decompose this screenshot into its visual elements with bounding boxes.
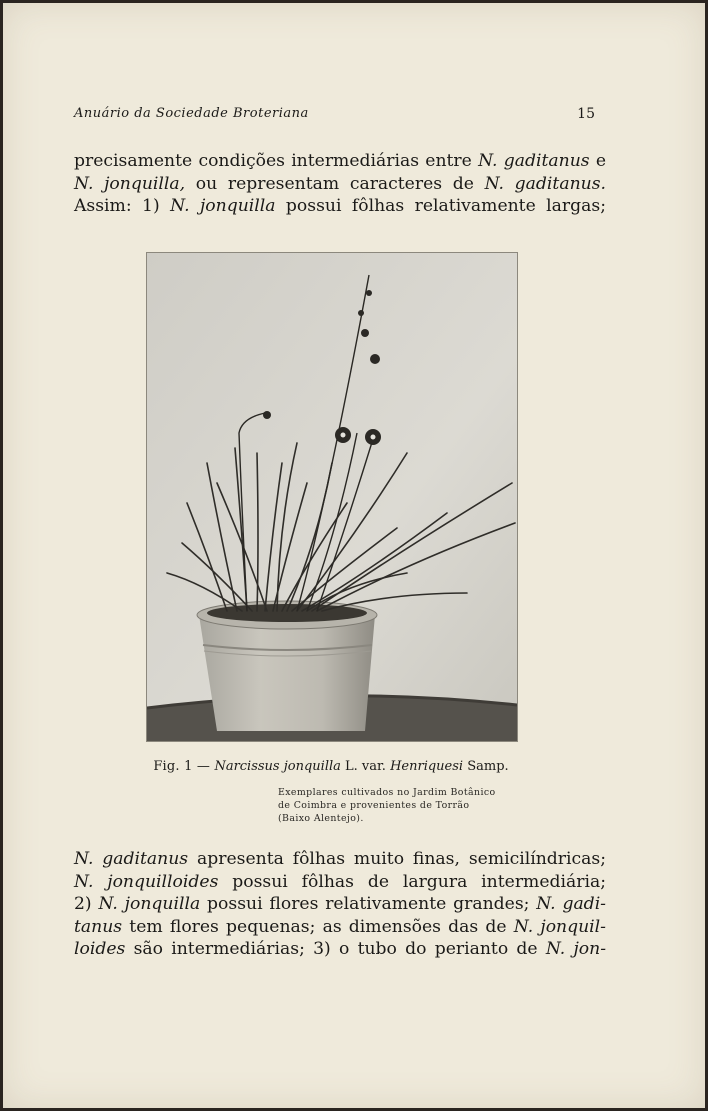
- text-line: loides são intermediárias; 3) o tubo do perianto de N. jon-: [74, 939, 607, 959]
- paragraph-bottom: [74, 848, 606, 961]
- text-line: N. jonquilla, ou representam caracteres de N. gaditanus.: [74, 173, 606, 194]
- page-header: [74, 106, 595, 126]
- text-line: precisamente condições intermediárias entre N. gaditanus e: [74, 151, 607, 171]
- text-line: N. gaditanus apresenta fôlhas muito finas, semicilíndricas;: [74, 849, 607, 869]
- text-line: N. jonquilloides possui fôlhas de largura intermediária;: [74, 871, 607, 892]
- running-title: Anuário da Sociedade Broteriana: [74, 106, 309, 121]
- potted-narcissus-illustration: [147, 253, 517, 741]
- figure-caption: Fig. 1 — Narcissus jonquilla L. var. Henriquesi Samp.: [153, 759, 509, 774]
- page-number: 15: [577, 106, 595, 122]
- figure-note: Exemplares cultivados no Jardim Botânico de Coimbra e provenientes de Torrão (Baixo Alentejo).: [278, 787, 496, 824]
- text-line: Assim: 1) N. jonquilla possui fôlhas relativamente largas;: [74, 196, 606, 216]
- text-line: tanus tem flores pequenas; as dimensões das de N. jonquil-: [74, 916, 606, 937]
- paragraph-top: [74, 150, 606, 218]
- text-line: 2) N. jonquilla possui flores relativamente grandes; N. gadi-: [74, 894, 606, 914]
- plant-photograph: [146, 252, 518, 742]
